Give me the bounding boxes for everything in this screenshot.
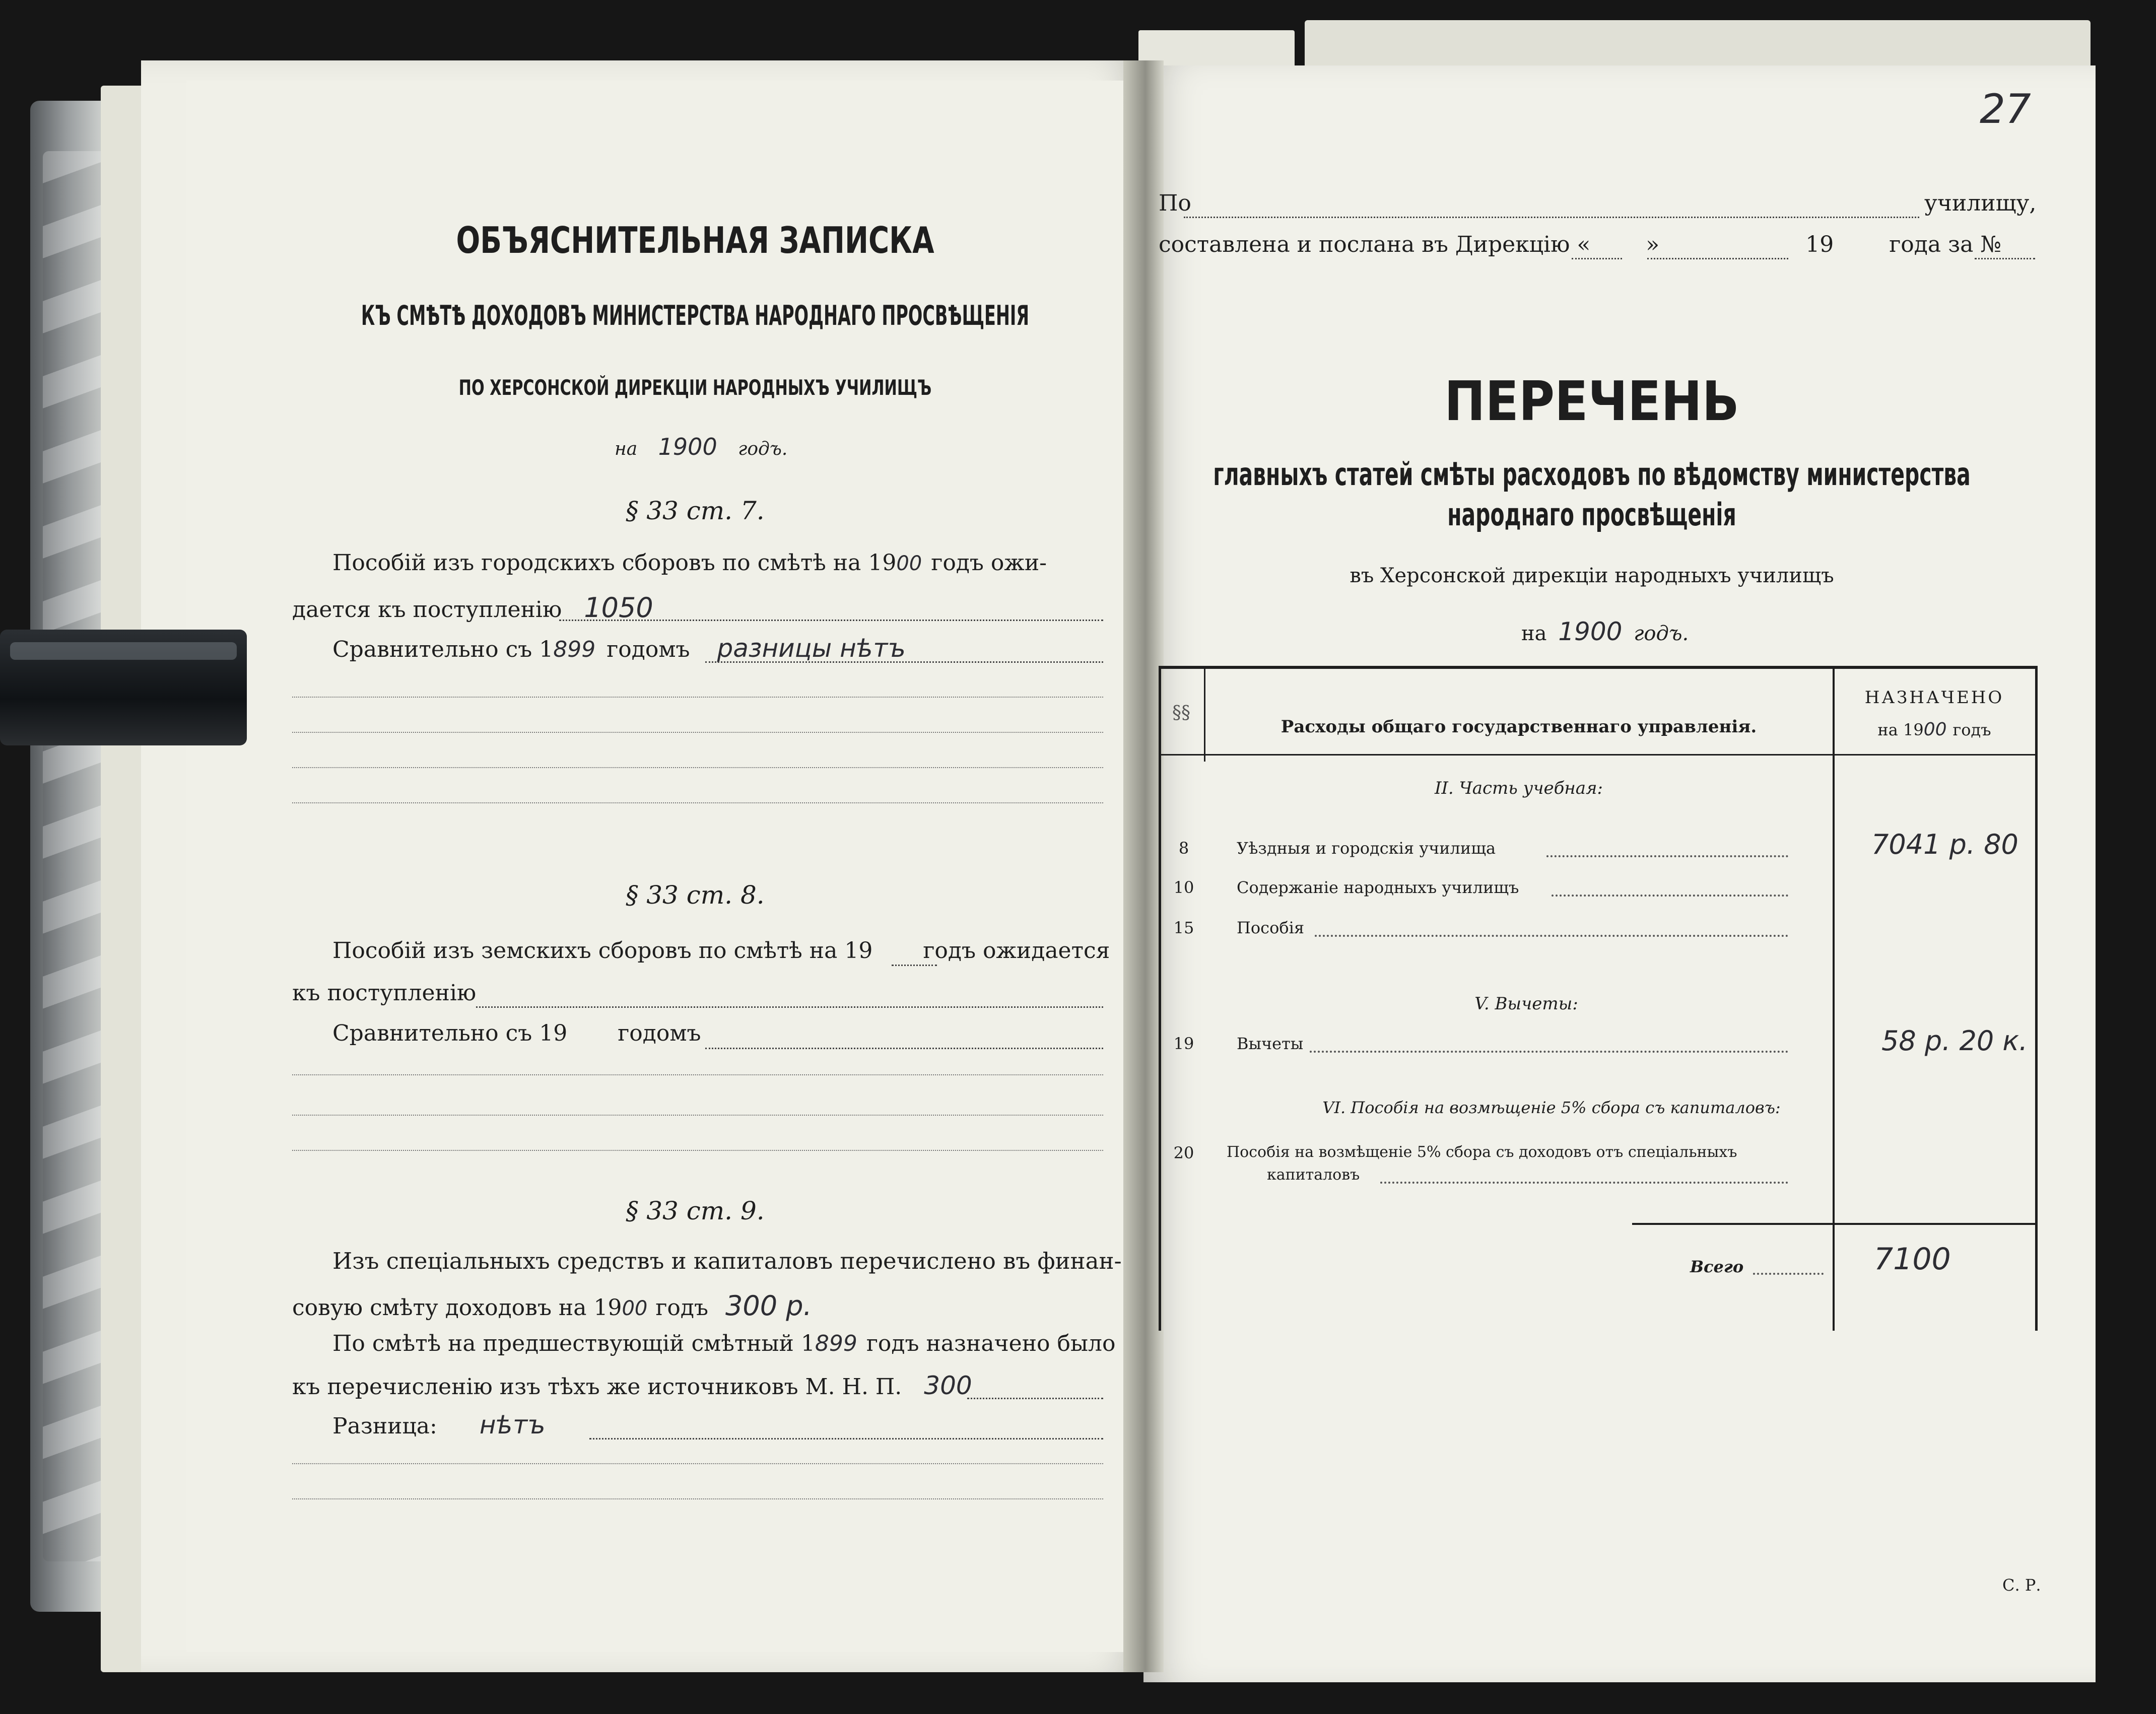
col-assigned-year-suffix: годъ [1952,720,1991,739]
sec1-line1 [332,550,1047,576]
right-header-line2-dots-1 [1572,258,1622,259]
right-header-line2-d: года за № [1889,232,2001,257]
sec2-rule-2 [292,1115,1103,1116]
row-leader [1380,1182,1788,1184]
col-sections-header: §§ [1172,703,1190,723]
left-subtitle: КЪ СМѢТѢ ДОХОДОВЪ МИНИСТЕРСТВА НАРОДНАГО ПРОСВѢЩЕНІЯ [361,300,1030,331]
sec3-line5 [332,1410,546,1439]
group-heading-part-2: II. Часть учебная: [1434,778,1603,798]
book-gutter [1123,60,1164,1672]
table-col-divider-2 [1833,666,1835,1331]
right-subtitle-3: въ Херсонской дирекціи народныхъ училищъ [1350,564,1834,587]
row-num: 15 [1173,918,1194,937]
sec1-line3 [332,634,906,663]
left-year-suffix: годъ. [738,439,788,459]
sec3-line2-hand2: 300 р. [725,1290,812,1322]
sec2-line2 [292,980,476,1006]
row-label: Пособія на возмѣщеніе 5% сбора съ доходовъ отъ спеціальныхъ [1227,1143,1737,1161]
right-header-line2 [1159,232,2001,257]
row-num: 8 [1178,839,1189,858]
sec3-line2-hand: 00 [622,1297,648,1320]
left-year-value: 1900 [658,433,717,460]
right-page [1143,65,2096,1682]
col-assigned-year [1877,719,1991,740]
sec3-line3-text: По смѣтѣ на предшествующій смѣтный 1 [332,1331,815,1356]
col-assigned-year-prefix: на 19 [1877,720,1924,739]
row-label: Пособія [1237,918,1305,937]
sec1-line3-hand: 899 [553,637,596,662]
right-year-prefix: на [1521,622,1547,645]
sec2-line2-dots [476,1006,1103,1008]
right-header-line2-dots-2 [1647,258,1788,259]
sec2-line1-text: Пособій изъ земскихъ сборовъ по смѣтѣ на 19 [332,938,873,964]
sec3-line4-text: къ перечисленію изъ тѣхъ же источниковъ М. Н. П. [292,1374,902,1400]
left-title: ОБЪЯСНИТЕЛЬНАЯ ЗАПИСКА [456,219,934,261]
sec2-line2-text: къ поступленію [292,980,477,1006]
sec1-rule-4 [292,802,1103,803]
sec1-line3-hand2: разницы нѣтъ [717,634,906,663]
row-leader [1546,855,1788,857]
sec1-rule-3 [292,767,1103,768]
sec1-line3-mid: годомъ [607,637,690,662]
sec3-line5-text: Разница: [332,1413,437,1439]
sec2-line3-text: Сравнительно съ 19 [332,1020,568,1046]
row-num: 20 [1173,1143,1194,1162]
sec2-line3-dots [705,1048,1103,1049]
sec3-rule-1 [292,1463,1103,1464]
table-total-rule [1632,1223,2035,1225]
sec3-heading: § 33 ст. 9. [626,1196,765,1225]
table-border-top [1159,666,2038,669]
left-year-line [615,433,787,460]
row-label: Содержаніе народныхъ училищъ [1237,878,1519,897]
sec1-line2-dots [559,620,1103,621]
row-value: 58 р. 20 к. [1881,1025,2028,1057]
sec3-line5-dots [589,1438,1103,1439]
right-header-line1-dots [1184,217,1919,218]
sec1-line1-end: годъ ожи- [931,550,1047,576]
sec1-line1-text: Пособій изъ городскихъ сборовъ по смѣтѣ на 19 [332,550,897,576]
sec3-line1: Изъ спеціальныхъ средствъ и капиталовъ перечислено въ финан- [332,1248,1122,1274]
right-header-line2-a: составлена и послана въ Дирекцію « [1159,232,1591,257]
row-leader [1315,935,1788,937]
col-assigned-header: НАЗНАЧЕНО [1864,688,2004,708]
right-subtitle-1: главныхъ статей смѣты расходовъ по вѣдомству министерства [1213,456,1971,493]
col-assigned-year-hand: 00 [1923,719,1947,740]
sec3-line3-hand: 899 [815,1331,857,1356]
table-border-left [1159,666,1161,1331]
sec3-line4-dots [967,1398,1103,1399]
sec2-line3 [332,1020,701,1046]
table-col-divider-1 [1204,666,1205,762]
sec3-line4 [292,1371,972,1400]
row-num: 10 [1173,878,1194,897]
sec2-rule-1 [292,1074,1103,1075]
right-year-suffix: годъ. [1634,622,1689,645]
group-heading-deductions: V. Вычеты: [1474,994,1578,1014]
right-header-line2-dots-3 [1975,258,2035,259]
sec2-line3-end: годомъ [618,1020,701,1046]
sec2-line1 [332,938,1110,964]
right-year-line [1521,617,1689,646]
sec1-heading: § 33 ст. 7. [626,496,765,525]
row-num: 19 [1173,1034,1194,1053]
left-year-prefix: на [615,439,638,459]
sec1-line2-text: дается къ поступленію [292,597,562,623]
page-number: 27 [1980,86,2031,132]
sec1-line3-text: Сравнительно съ 1 [332,637,554,662]
sec2-year-dots [892,965,937,966]
sec1-line2 [292,592,653,624]
sec3-line5-hand: нѣтъ [479,1410,546,1439]
sec1-line1-hand: 00 [896,552,922,575]
row-label: Вычеты [1237,1034,1304,1053]
sec1-line3-dots [705,661,1103,663]
col-expenses-header: Расходы общаго государственнаго управленія. [1281,717,1757,737]
sec2-rule-3 [292,1150,1103,1151]
sec1-rule-1 [292,697,1103,698]
row-label-continued: капиталовъ [1267,1166,1360,1184]
right-header-line2-b: » [1646,232,1660,257]
sec1-line2-hand: 1050 [584,592,653,624]
sec3-line4-hand: 300 [924,1371,972,1400]
right-header-line2-c: 19 [1805,232,1834,257]
right-year-value: 1900 [1558,617,1623,646]
total-label: Всего [1690,1257,1744,1276]
sec3-line3 [332,1331,1115,1356]
table-header-rule [1159,754,2038,756]
right-subtitle-2: народнаго просвѣщенія [1447,496,1736,533]
right-title: ПЕРЕЧЕНЬ [1444,370,1739,433]
sec2-line1-end: годъ ожидается [923,938,1110,964]
printer-mark: С. Р. [2002,1575,2041,1595]
total-value: 7100 [1874,1242,1951,1277]
right-header-line1-start: По [1159,190,1191,216]
group-heading-allowances: VI. Пособія на возмѣщеніе 5% сбора съ капиталовъ: [1322,1098,1781,1117]
sec3-line2-text: совую смѣту доходовъ на 19 [292,1295,622,1321]
sec3-line2 [292,1290,812,1322]
sec3-rule-2 [292,1498,1103,1499]
row-value: 7041 р. 80 [1871,829,2018,860]
sec1-rule-2 [292,732,1103,733]
sec3-line2-mid: годъ [655,1295,709,1321]
row-leader [1552,895,1788,897]
right-header-line1-end: училищу, [1924,190,2037,216]
table-border-right [2035,666,2038,1331]
binder-clip-highlight [10,642,237,660]
total-leader [1753,1273,1824,1275]
left-subtitle-2: ПО ХЕРСОНСКОЙ ДИРЕКЦІИ НАРОДНЫХЪ УЧИЛИЩЪ [458,375,932,400]
sec3-line3-end: годъ назначено было [866,1331,1116,1356]
sec2-heading: § 33 ст. 8. [626,880,765,910]
row-label: Уѣздныя и городскія училища [1237,839,1496,858]
row-leader [1310,1051,1788,1053]
